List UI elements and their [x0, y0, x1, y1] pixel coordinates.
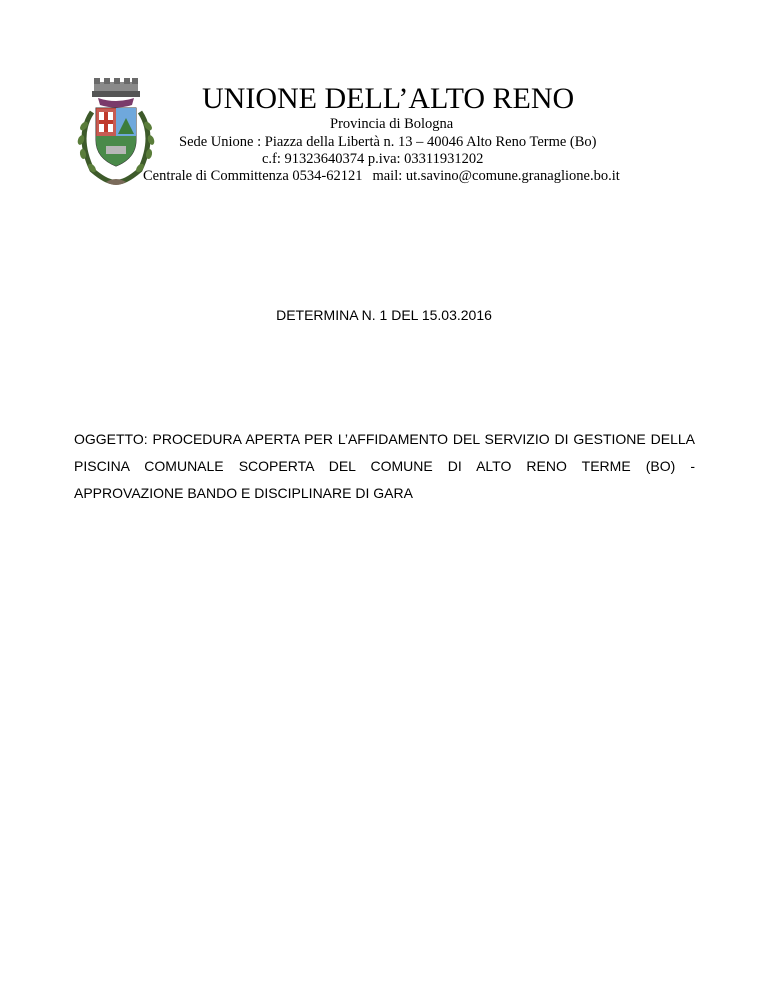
- determina-number: DETERMINA N. 1 DEL 15.03.2016: [276, 307, 492, 323]
- province-line: Provincia di Bologna: [330, 116, 454, 132]
- codice-fiscale: c.f: 91323640374: [262, 151, 365, 167]
- email-address: mail: ut.savino@comune.granaglione.bo.it: [372, 168, 620, 184]
- central-phone: Centrale di Committenza 0534-62121: [143, 168, 363, 184]
- sede-line: Sede Unione : Piazza della Libertà n. 13 – 40046 Alto Reno Terme (Bo): [179, 134, 597, 150]
- org-title: UNIONE DELL’ALTO RENO: [202, 82, 575, 115]
- subject-paragraph: OGGETTO: PROCEDURA APERTA PER L’AFFIDAMENTO DEL SERVIZIO DI GESTIONE DELLA PISCINA COMUNALE SCOPERTA DEL COMUNE DI ALTO RENO TERME (BO) - APPROVAZIONE BANDO E DISCIPLINARE DI GARA: [74, 431, 695, 501]
- fiscal-codes-line: [262, 150, 483, 168]
- contact-line: [143, 167, 620, 185]
- partita-iva: p.iva: 03311931202: [367, 151, 484, 167]
- letterhead: [0, 0, 768, 200]
